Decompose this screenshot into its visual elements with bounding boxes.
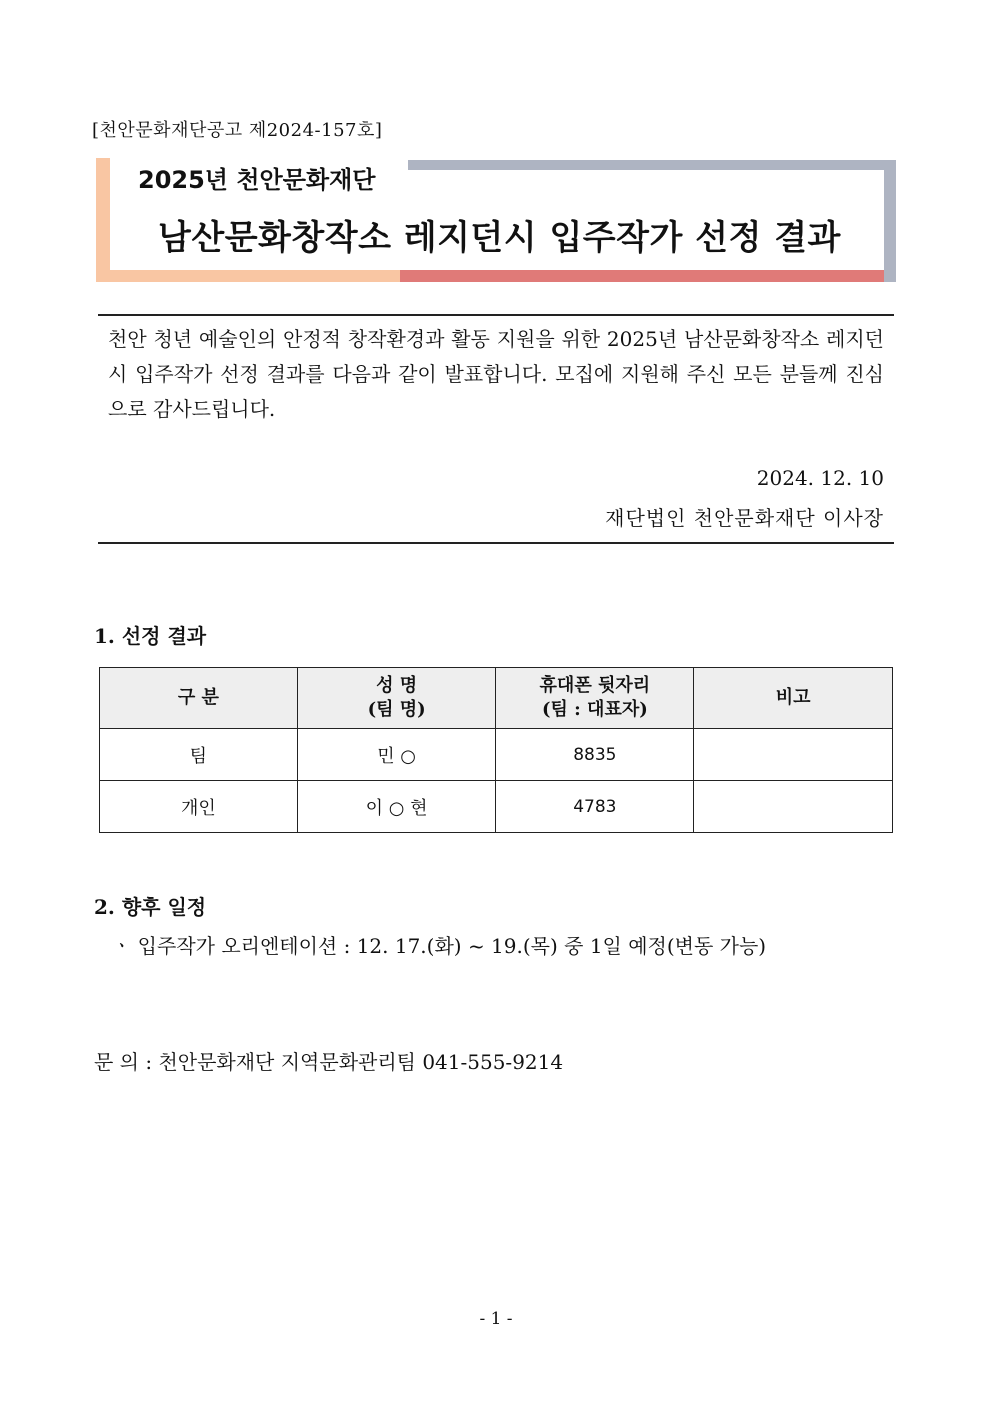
row-phone: 8835 [496, 729, 694, 781]
header-phone [496, 668, 694, 729]
announcement-date: 2024. 12. 10 [756, 466, 884, 490]
notice-number: [천안문화재단공고 제2024-157호] [92, 120, 383, 141]
intro-top-rule [98, 314, 894, 316]
header-category: 구 분 [100, 668, 298, 729]
banner-accent-bottom-left [96, 270, 400, 282]
intro-bottom-rule [98, 542, 894, 544]
header-name-line2: (팀 명) [367, 699, 426, 720]
header-name-line1: 성 명 [376, 675, 418, 696]
row-category: 팀 [100, 729, 298, 781]
banner-accent-top [408, 160, 896, 170]
row-phone: 4783 [496, 781, 694, 833]
banner-subtitle: 2025년 천안문화재단 [138, 160, 385, 195]
table-header-row [100, 668, 893, 729]
header-note: 비고 [694, 668, 893, 729]
table-row [100, 781, 893, 833]
banner-title: 남산문화창작소 레지던시 입주작가 선정 결과 [158, 218, 841, 258]
header-phone-line2: (팀 : 대표자) [541, 699, 648, 720]
header-name [297, 668, 496, 729]
title-banner [96, 158, 896, 282]
banner-accent-right [884, 160, 896, 282]
schedule-item: ㆍ 입주작가 오리엔테이션 : 12. 17.(화) ~ 19.(목) 중 1일 예정(변동 가능) [112, 934, 767, 958]
section-2-title: 2. 향후 일정 [94, 895, 207, 919]
contact-info: 문 의 : 천안문화재단 지역문화관리팀 041-555-9214 [94, 1050, 564, 1074]
row-note [694, 781, 893, 833]
banner-accent-bottom-right [400, 270, 884, 282]
row-category: 개인 [100, 781, 298, 833]
header-phone-line1: 휴대폰 뒷자리 [539, 675, 651, 696]
row-name: 민 ○ [297, 729, 496, 781]
table-row [100, 729, 893, 781]
results-table [99, 667, 893, 833]
intro-paragraph: 천안 청년 예술인의 안정적 창작환경과 활동 지원을 위한 2025년 남산문화창작소 레지던시 입주작가 선정 결과를 다음과 같이 발표합니다. 모집에 지원해 주신 모든 분들께 진심으로 감사드립니다. [108, 327, 884, 421]
row-note [694, 729, 893, 781]
issuer: 재단법인 천안문화재단 이사장 [605, 506, 884, 530]
section-1-title: 1. 선정 결과 [94, 624, 207, 648]
row-name: 이 ○ 현 [297, 781, 496, 833]
page-number: - 1 - [479, 1309, 513, 1329]
banner-accent-left [96, 158, 110, 282]
